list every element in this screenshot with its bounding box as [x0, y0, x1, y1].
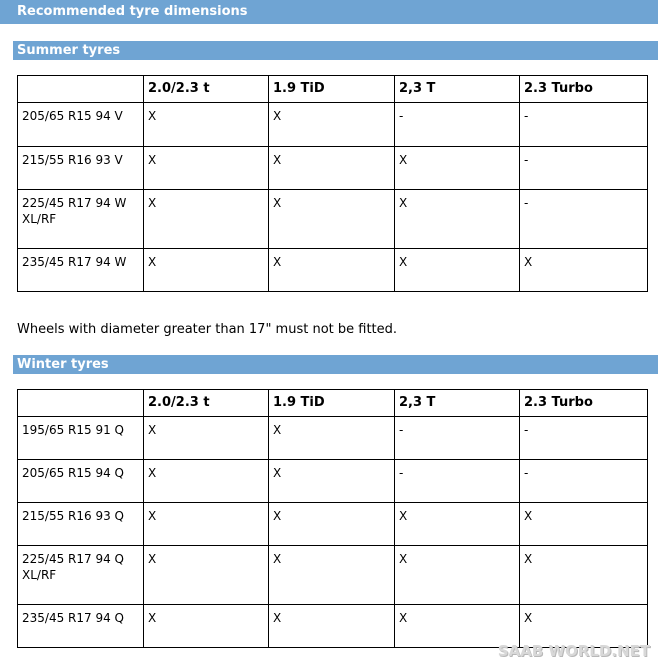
winter-header-row: [18, 390, 648, 417]
winter-header-cell: 2.3 Turbo: [520, 390, 648, 417]
fitment-cell: X: [144, 147, 269, 190]
fitment-cell: X: [269, 605, 395, 648]
table-row: [18, 460, 648, 503]
tyre-size-cell: 225/45 R17 94 W XL/RF: [18, 190, 144, 249]
table-row: [18, 417, 648, 460]
page-title: Recommended tyre dimensions: [17, 4, 248, 19]
fitment-cell: X: [269, 546, 395, 605]
winter-tyres-table: [17, 389, 648, 648]
summer-header-cell: 2,3 T: [395, 76, 520, 103]
fitment-cell: X: [520, 605, 648, 648]
summer-header-cell: [18, 76, 144, 103]
fitment-cell: X: [269, 460, 395, 503]
diameter-note: Wheels with diameter greater than 17" must not be fitted.: [17, 322, 398, 337]
fitment-cell: X: [520, 249, 648, 292]
winter-header-cell: [18, 390, 144, 417]
fitment-cell: -: [520, 147, 648, 190]
fitment-cell: X: [395, 147, 520, 190]
fitment-cell: -: [520, 103, 648, 147]
summer-section-bar: [13, 41, 658, 60]
winter-header-cell: 2.0/2.3 t: [144, 390, 269, 417]
fitment-cell: X: [395, 190, 520, 249]
tyre-size-cell: 215/55 R16 93 V: [18, 147, 144, 190]
fitment-cell: -: [395, 103, 520, 147]
tyre-size-cell: 205/65 R15 94 V: [18, 103, 144, 147]
fitment-cell: -: [520, 190, 648, 249]
table-row: [18, 503, 648, 546]
fitment-cell: X: [144, 103, 269, 147]
table-row: [18, 546, 648, 605]
summer-section-title: Summer tyres: [17, 43, 121, 58]
fitment-cell: X: [395, 503, 520, 546]
fitment-cell: X: [520, 503, 648, 546]
fitment-cell: X: [144, 546, 269, 605]
tyre-size-cell: 225/45 R17 94 Q XL/RF: [18, 546, 144, 605]
tyre-size-cell: 235/45 R17 94 Q: [18, 605, 144, 648]
summer-tyres-table: [17, 75, 648, 292]
fitment-cell: X: [520, 546, 648, 605]
fitment-cell: X: [144, 605, 269, 648]
summer-header-row: [18, 76, 648, 103]
table-row: [18, 249, 648, 292]
fitment-cell: X: [269, 417, 395, 460]
winter-header-cell: 1.9 TiD: [269, 390, 395, 417]
fitment-cell: X: [395, 546, 520, 605]
fitment-cell: -: [520, 460, 648, 503]
fitment-cell: X: [144, 460, 269, 503]
summer-header-cell: 2.0/2.3 t: [144, 76, 269, 103]
tyre-size-cell: 195/65 R15 91 Q: [18, 417, 144, 460]
fitment-cell: X: [269, 147, 395, 190]
fitment-cell: -: [520, 417, 648, 460]
winter-section-bar: [13, 355, 658, 374]
winter-section-title: Winter tyres: [17, 357, 109, 372]
fitment-cell: X: [144, 503, 269, 546]
tyre-size-cell: 235/45 R17 94 W: [18, 249, 144, 292]
site-watermark: SAAB WORLD.NET: [497, 642, 650, 660]
page-title-bar: [0, 0, 658, 24]
fitment-cell: X: [269, 249, 395, 292]
fitment-cell: X: [269, 190, 395, 249]
table-row: [18, 190, 648, 249]
fitment-cell: X: [144, 417, 269, 460]
winter-header-cell: 2,3 T: [395, 390, 520, 417]
fitment-cell: X: [144, 190, 269, 249]
summer-header-cell: 1.9 TiD: [269, 76, 395, 103]
fitment-cell: X: [395, 249, 520, 292]
fitment-cell: -: [395, 460, 520, 503]
table-row: [18, 103, 648, 147]
table-row: [18, 147, 648, 190]
fitment-cell: X: [269, 103, 395, 147]
fitment-cell: X: [395, 605, 520, 648]
fitment-cell: X: [144, 249, 269, 292]
fitment-cell: X: [269, 503, 395, 546]
tyre-size-cell: 205/65 R15 94 Q: [18, 460, 144, 503]
fitment-cell: -: [395, 417, 520, 460]
tyre-size-cell: 215/55 R16 93 Q: [18, 503, 144, 546]
summer-header-cell: 2.3 Turbo: [520, 76, 648, 103]
